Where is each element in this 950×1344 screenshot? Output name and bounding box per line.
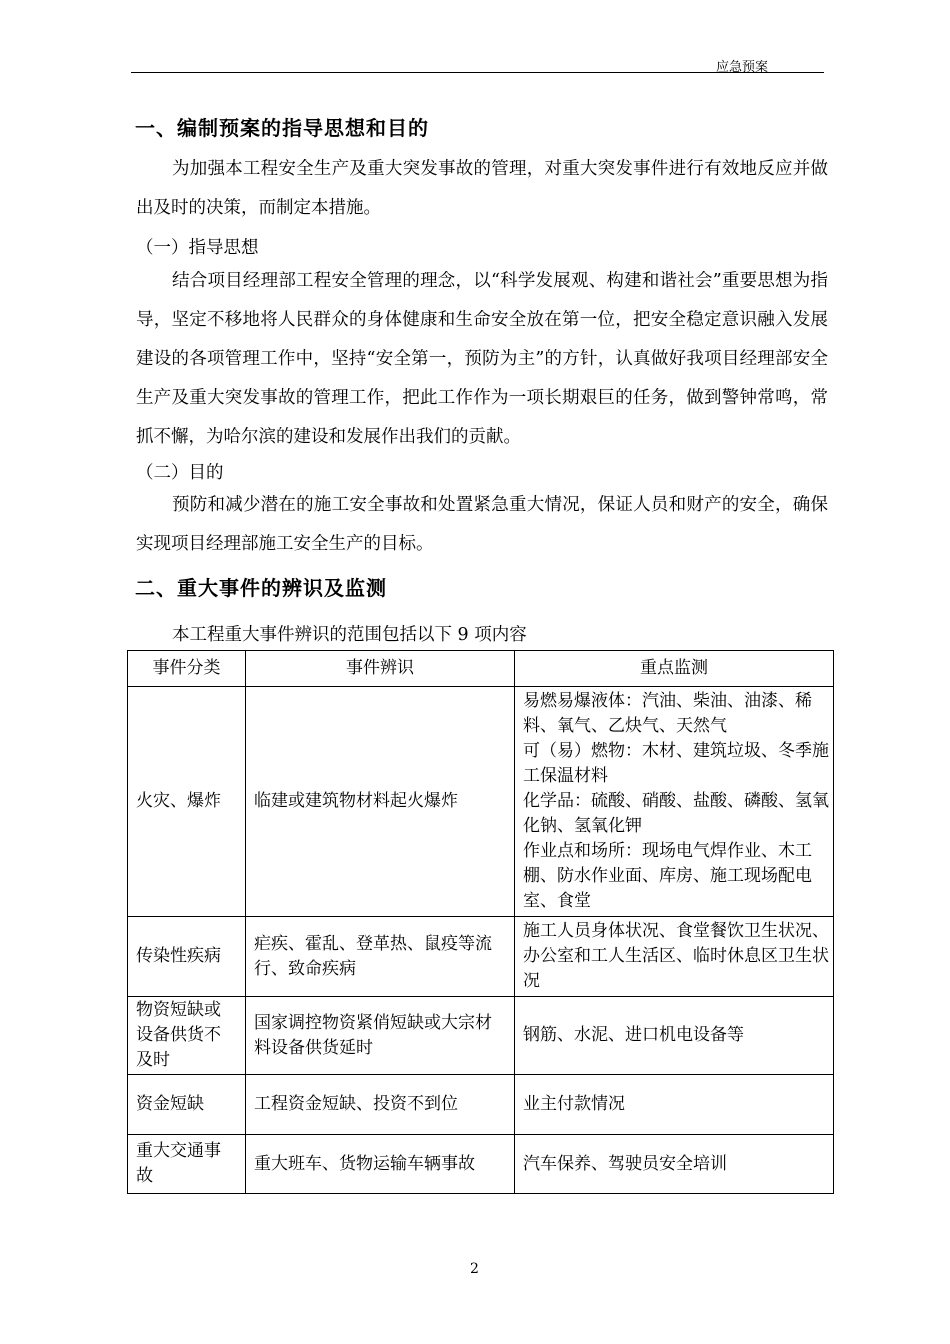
- monitoring-line: 可（易）燃物：木材、建筑垃圾、冬季施工保温材料: [523, 741, 829, 786]
- table-cell-category: 物资短缺或设备供货不及时: [128, 997, 246, 1075]
- table-cell-category: 重大交通事故: [128, 1135, 246, 1194]
- table-cell-monitoring: [515, 997, 834, 1075]
- table-row: [128, 687, 834, 917]
- table-cell-monitoring: [515, 917, 834, 997]
- monitoring-line: 易燃易爆液体：汽油、柴油、油漆、稀料、氧气、乙炔气、天然气: [523, 691, 812, 736]
- monitoring-line: 作业点和场所：现场电气焊作业、木工棚、防水作业面、库房、施工现场配电室、食堂: [523, 841, 812, 911]
- table-cell-identification: 重大班车、货物运输车辆事故: [246, 1135, 515, 1194]
- section2-intro: 本工程重大事件辨识的范围包括以下 9 项内容: [172, 625, 527, 645]
- page-number: 2: [470, 1261, 479, 1277]
- section1-heading: 一、编制预案的指导思想和目的: [135, 116, 429, 140]
- header-rule: [131, 72, 824, 73]
- table-cell-identification: 临建或建筑物材料起火爆炸: [246, 687, 515, 917]
- table-cell-identification: 工程资金短缺、投资不到位: [246, 1075, 515, 1135]
- table-cell-category: 火灾、爆炸: [128, 687, 246, 917]
- event-table: [127, 650, 834, 1194]
- subsection-purpose-title: （二）目的: [136, 463, 224, 483]
- subsection-purpose-body: 预防和减少潜在的施工安全事故和处置紧急重大情况，保证人员和财产的安全，确保实现项目经理部施工安全生产的目标。: [136, 495, 828, 554]
- table-cell-category: 资金短缺: [128, 1075, 246, 1135]
- monitoring-line: 业主付款情况: [523, 1094, 625, 1114]
- subsection-guiding-thought-body: 结合项目经理部工程安全管理的理念，以“科学发展观、构建和谐社会”重要思想为指导，坚定不移地将人民群众的身体健康和生命安全放在第一位，把安全稳定意识融入发展建设的各项管理工作中，坚持“安全第一，预防为主”的方针，认真做好我项目经理部安全生产及重大突发事故的管理工作，把此工作作为一项长期艰巨的任务，做到警钟常鸣，常抓不懈，为哈尔滨的建设和发展作出我们的贡献。: [136, 271, 828, 447]
- table-row: [128, 917, 834, 997]
- table-cell-monitoring: [515, 687, 834, 917]
- table-header-category: 事件分类: [128, 651, 246, 687]
- section2-heading: 二、重大事件的辨识及监测: [135, 576, 387, 600]
- table-row: [128, 997, 834, 1075]
- table-cell-monitoring: [515, 1075, 834, 1135]
- running-header: 应急预案: [716, 60, 769, 75]
- monitoring-line: 化学品：硫酸、硝酸、盐酸、磷酸、氢氧化钠、氢氧化钾: [523, 791, 829, 836]
- monitoring-line: 施工人员身体状况、食堂餐饮卫生状况、办公室和工人生活区、临时休息区卫生状况: [523, 921, 829, 991]
- table-row: [128, 1075, 834, 1135]
- monitoring-line: 汽车保养、驾驶员安全培训: [523, 1153, 727, 1174]
- section1-intro: 为加强本工程安全生产及重大突发事故的管理，对重大突发事件进行有效地反应并做出及时的决策，而制定本措施。: [136, 159, 828, 218]
- table-cell-identification: 国家调控物资紧俏短缺或大宗材料设备供货延时: [246, 997, 515, 1075]
- table-header-monitoring: 重点监测: [515, 651, 834, 687]
- subsection-guiding-thought-title: （一）指导思想: [136, 238, 259, 258]
- monitoring-line: 钢筋、水泥、进口机电设备等: [523, 1025, 744, 1045]
- table-row: [128, 1135, 834, 1194]
- table-header-identification: 事件辨识: [246, 651, 515, 687]
- table-cell-identification: 疟疾、霍乱、登革热、鼠疫等流行、致命疾病: [246, 917, 515, 997]
- table-cell-category: 传染性疾病: [128, 917, 246, 997]
- table-header-row: [128, 651, 834, 687]
- table-cell-monitoring: [515, 1135, 834, 1194]
